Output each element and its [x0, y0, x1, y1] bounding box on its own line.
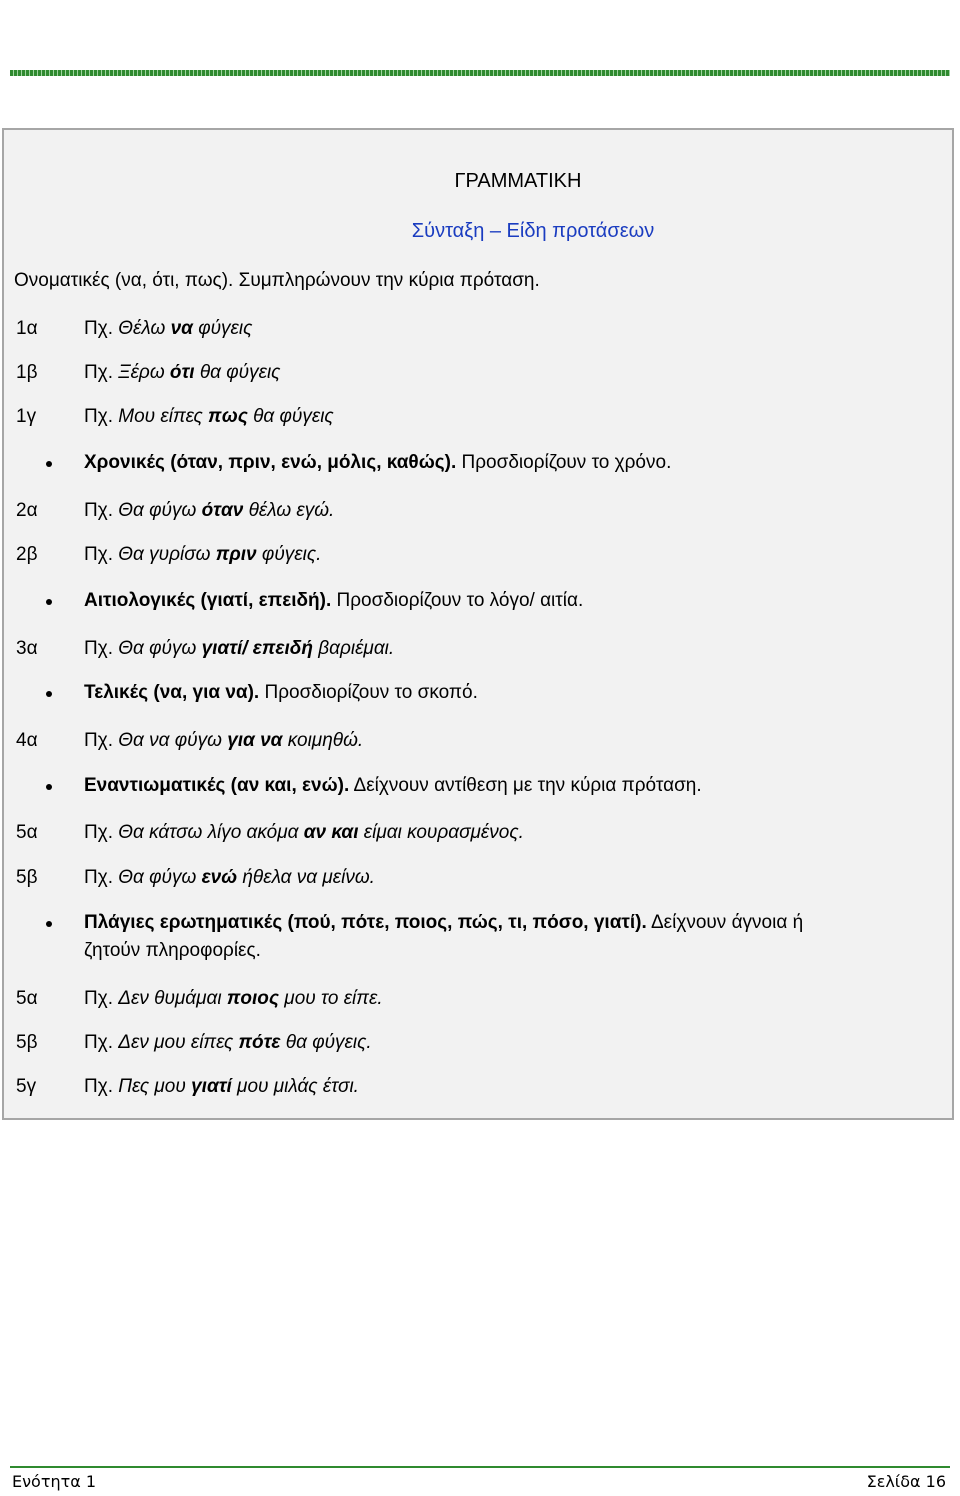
nominal-clauses-desc: Συμπληρώνουν την κύρια πρόταση.	[233, 270, 540, 291]
grammar-box	[2, 128, 954, 1120]
example-sentence: Πχ. Δεν μου είπες πότε θα φύγεις.	[84, 1032, 372, 1053]
bullet-icon	[46, 461, 52, 467]
example-number: 2β	[16, 544, 38, 565]
footer-rule	[10, 1466, 950, 1468]
bullet-icon	[46, 691, 52, 697]
header-rule	[10, 70, 950, 76]
footer-page-number: Σελίδα 16	[866, 1472, 946, 1491]
project-number: Project Nr. 511529-LLP-1-2010-1-IT-KA2-KA2MP	[662, 0, 946, 15]
bullet-icon	[46, 599, 52, 605]
concessive-clauses-heading: Εναντιωματικές (αν και, ενώ). Δείχνουν αντίθεση με την κύρια πρόταση.	[84, 775, 702, 796]
bullet-icon	[46, 784, 52, 790]
example-sentence: Πχ. Θα να φύγω για να κοιμηθώ.	[84, 730, 364, 751]
example-number: 5β	[16, 1032, 38, 1053]
example-number: 4α	[16, 730, 38, 751]
indirect-questions-heading: Πλάγιες ερωτηματικές (πού, πότε, ποιος, πώς, τι, πόσο, γιατί). Δείχνουν άγνοια ή	[84, 912, 804, 933]
example-sentence: Πχ. Πες μου γιατί μου μιλάς έτσι.	[84, 1076, 359, 1097]
example-sentence: Πχ. Θέλω να φύγεις	[84, 318, 253, 339]
example-sentence: Πχ. Θα φύγω γιατί/ επειδή βαριέμαι.	[84, 638, 395, 659]
agreement-number: Agreement number 2010 – 4125/001-001	[662, 16, 902, 31]
footer-unit: Ενότητα 1	[12, 1472, 97, 1491]
bullet-icon	[46, 921, 52, 927]
example-number: 5α	[16, 822, 38, 843]
indirect-questions-desc-cont: ζητούν πληροφορίες.	[84, 940, 261, 961]
page-title: ΓΡΑΜΜΑΤΙΚΗ	[454, 170, 582, 192]
example-sentence: Πχ. Ξέρω ότι θα φύγεις	[84, 362, 281, 383]
page-subtitle: Σύνταξη – Είδη προτάσεων	[411, 220, 655, 242]
example-sentence: Πχ. Θα γυρίσω πριν φύγεις.	[84, 544, 322, 565]
example-sentence: Πχ. Θα φύγω όταν θέλω εγώ.	[84, 500, 335, 521]
nominal-clauses-heading	[14, 270, 540, 292]
final-clauses-heading: Τελικές (να, για να). Προσδιορίζουν το σκοπό.	[84, 682, 478, 703]
example-number: 1β	[16, 362, 38, 383]
example-sentence: Πχ. Θα φύγω ενώ ήθελα να μείνω.	[84, 867, 375, 888]
example-number: 5β	[16, 867, 38, 888]
example-sentence: Πχ. Θα κάτσω λίγο ακόμα αν και είμαι κουρασμένος.	[84, 822, 524, 843]
example-sentence: Πχ. Μου είπες πως θα φύγεις	[84, 406, 334, 427]
example-number: 5α	[16, 988, 38, 1009]
example-sentence: Πχ. Δεν θυμάμαι ποιος μου το είπε.	[84, 988, 383, 1009]
example-number: 2α	[16, 500, 38, 521]
nominal-clauses-label: Ονοματικές (να, ότι, πως).	[14, 270, 234, 291]
page-header	[663, 0, 946, 32]
temporal-clauses-heading: Χρονικές (όταν, πριν, ενώ, μόλις, καθώς). Προσδιορίζουν το χρόνο.	[84, 452, 672, 473]
example-number: 1α	[16, 318, 38, 339]
example-number: 5γ	[16, 1076, 37, 1097]
causal-clauses-heading: Αιτιολογικές (γιατί, επειδή). Προσδιορίζουν το λόγο/ αιτία.	[84, 590, 584, 611]
example-number: 3α	[16, 638, 38, 659]
example-number: 1γ	[16, 406, 37, 427]
